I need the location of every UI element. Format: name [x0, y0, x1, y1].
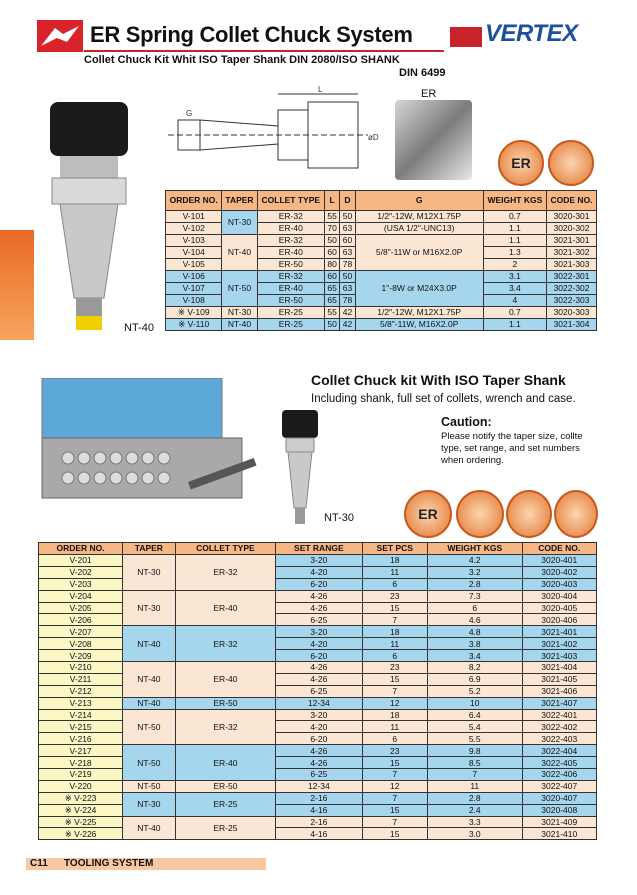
d-cell: 60: [340, 235, 355, 247]
range-cell: 6-25: [276, 769, 362, 781]
page-title: ER Spring Collet Chuck System: [90, 22, 413, 47]
d-cell: 50: [340, 271, 355, 283]
er-collet-badge-icon: [506, 490, 552, 538]
code-cell: 3021-406: [522, 685, 596, 697]
pcs-cell: 7: [362, 685, 427, 697]
weight-cell: 2.8: [427, 792, 522, 804]
header-weight: WEIGHT KGS: [483, 191, 546, 211]
code-cell: 3021-302: [547, 247, 597, 259]
range-cell: 4-16: [276, 828, 362, 840]
er-badge-icon: ER: [498, 140, 544, 186]
table-row: [166, 271, 597, 283]
d-cell: 78: [340, 259, 355, 271]
l-cell: 55: [324, 307, 339, 319]
code-cell: 3021-409: [522, 816, 596, 828]
order-cell: V-218: [39, 757, 123, 769]
taper-cell: NT-40: [222, 319, 257, 331]
header-taper: TAPER: [222, 191, 257, 211]
caution-title: Caution:: [441, 415, 492, 429]
page-subtitle: Collet Chuck Kit Whit ISO Taper Shank DIN 2080/ISO SHANK: [84, 54, 400, 66]
table-row: [39, 792, 597, 804]
taper-cell: NT-40: [123, 662, 176, 698]
taper-cell: NT-40: [123, 697, 176, 709]
code-cell: 3020-408: [522, 804, 596, 816]
d-cell: 63: [340, 247, 355, 259]
taper-cell: NT-40: [123, 816, 176, 840]
collet-cell: ER-25: [175, 816, 276, 840]
order-cell: ※ V-225: [39, 816, 123, 828]
taper-cell: NT-30: [123, 792, 176, 816]
weight-cell: 0.7: [483, 307, 546, 319]
collet-cell: ER-40: [257, 247, 324, 259]
caution-text: Please notify the taper size, collte type, set range, and set numbers when ordering.: [441, 431, 583, 466]
collet-cell: ER-32: [175, 626, 276, 662]
range-cell: 2-16: [276, 792, 362, 804]
nt30-tool-image: [280, 408, 320, 526]
pcs-cell: 11: [362, 638, 427, 650]
taper-cell: NT-50: [123, 709, 176, 745]
l-cell: 60: [324, 271, 339, 283]
pcs-cell: 6: [362, 578, 427, 590]
table-row: [39, 733, 597, 745]
table-row: [39, 662, 597, 674]
g-cell: (USA 1/2"-UNC13): [355, 223, 483, 235]
order-cell: V-105: [166, 259, 222, 271]
taper-cell: NT-50: [222, 271, 257, 307]
weight-cell: 2: [483, 259, 546, 271]
accuracy-badge-icon: [456, 490, 504, 538]
title-underline: [84, 50, 444, 52]
collet-cell: ER-50: [175, 697, 276, 709]
order-cell: V-219: [39, 769, 123, 781]
table-row: [39, 769, 597, 781]
header-weight: WEIGHT KGS: [427, 543, 522, 555]
table-row: [39, 709, 597, 721]
weight-cell: 2.8: [427, 578, 522, 590]
range-cell: 6-25: [276, 685, 362, 697]
order-cell: V-102: [166, 223, 222, 235]
weight-cell: 1.3: [483, 247, 546, 259]
range-cell: 4-16: [276, 804, 362, 816]
code-cell: 3022-404: [522, 745, 596, 757]
header-set-range: SET RANGE: [276, 543, 362, 555]
weight-cell: 5.4: [427, 721, 522, 733]
l-cell: 65: [324, 283, 339, 295]
table-header-row: [166, 191, 597, 211]
range-cell: 6-20: [276, 650, 362, 662]
code-cell: 3021-301: [547, 235, 597, 247]
range-cell: 12-34: [276, 780, 362, 792]
weight-cell: 5.2: [427, 685, 522, 697]
collet-cell: ER-32: [257, 271, 324, 283]
order-cell: V-217: [39, 745, 123, 757]
table-row: [39, 757, 597, 769]
l-cell: 50: [324, 319, 339, 331]
pcs-cell: 7: [362, 816, 427, 828]
collet-cell: ER-40: [175, 745, 276, 781]
header-collet-type: COLLET TYPE: [175, 543, 276, 555]
svg-text:L: L: [318, 85, 323, 94]
weight-cell: 0.7: [483, 211, 546, 223]
order-cell: V-202: [39, 566, 123, 578]
header-order-no: ORDER NO.: [166, 191, 222, 211]
table-row: [166, 307, 597, 319]
table-row: [39, 685, 597, 697]
collet-cell: ER-40: [257, 223, 324, 235]
table-row: [39, 816, 597, 828]
er-badge-icon: ER: [404, 490, 452, 538]
collet-kit-case-image: [38, 378, 258, 518]
nt-badge-icon: [554, 490, 598, 538]
code-cell: 3020-406: [522, 614, 596, 626]
range-cell: 4-20: [276, 638, 362, 650]
code-cell: 3022-406: [522, 769, 596, 781]
order-cell: V-212: [39, 685, 123, 697]
taper-cell: NT-30: [123, 590, 176, 626]
technical-drawing: [168, 82, 393, 182]
pcs-cell: 11: [362, 721, 427, 733]
order-cell: V-216: [39, 733, 123, 745]
table-row: [39, 614, 597, 626]
order-cell: V-214: [39, 709, 123, 721]
range-cell: 12-34: [276, 697, 362, 709]
range-cell: 6-20: [276, 733, 362, 745]
order-cell: V-204: [39, 590, 123, 602]
order-cell: V-207: [39, 626, 123, 638]
code-cell: 3020-407: [522, 792, 596, 804]
weight-cell: 4.8: [427, 626, 522, 638]
collet-cell: ER-25: [175, 792, 276, 816]
weight-cell: 7.3: [427, 590, 522, 602]
table-row: [39, 638, 597, 650]
range-cell: 4-26: [276, 673, 362, 685]
d-cell: 63: [340, 283, 355, 295]
svg-text:øD: øD: [368, 133, 379, 142]
page-number: C11: [30, 858, 48, 869]
order-cell: ※ V-223: [39, 792, 123, 804]
order-cell: V-220: [39, 780, 123, 792]
table-row: [39, 650, 597, 662]
range-cell: 2-16: [276, 816, 362, 828]
code-cell: 3022-402: [522, 721, 596, 733]
code-cell: 3021-407: [522, 697, 596, 709]
weight-cell: 6: [427, 602, 522, 614]
code-cell: 3022-302: [547, 283, 597, 295]
weight-cell: 8.2: [427, 662, 522, 674]
side-thumbnail-tab: [0, 230, 34, 340]
weight-cell: 10: [427, 697, 522, 709]
nt40-label: NT-40: [124, 322, 154, 334]
taper-cell: NT-50: [123, 745, 176, 781]
order-cell: ※ V-226: [39, 828, 123, 840]
l-cell: 55: [324, 211, 339, 223]
range-cell: 4-26: [276, 757, 362, 769]
collet-cell: ER-40: [257, 283, 324, 295]
table-row: [39, 590, 597, 602]
range-cell: 4-20: [276, 566, 362, 578]
nt-badge-icon: [548, 140, 594, 186]
code-cell: 3021-403: [522, 650, 596, 662]
kit-section-subtitle: Including shank, full set of collets, wrench and case.: [311, 393, 576, 405]
pcs-cell: 11: [362, 566, 427, 578]
header-g: G: [355, 191, 483, 211]
code-cell: 3020-301: [547, 211, 597, 223]
weight-cell: 4: [483, 295, 546, 307]
pcs-cell: 12: [362, 697, 427, 709]
order-cell: V-213: [39, 697, 123, 709]
collet-cell: ER-32: [175, 555, 276, 591]
order-cell: V-210: [39, 662, 123, 674]
collet-cell: ER-40: [175, 590, 276, 626]
header-set-pcs: SET PCS: [362, 543, 427, 555]
g-cell: 5/8"-11W, M16X2.0P: [355, 319, 483, 331]
weight-cell: 3.4: [427, 650, 522, 662]
pcs-cell: 15: [362, 673, 427, 685]
range-cell: 4-20: [276, 721, 362, 733]
code-cell: 3022-405: [522, 757, 596, 769]
l-cell: 65: [324, 295, 339, 307]
range-cell: 4-26: [276, 745, 362, 757]
code-cell: 3020-405: [522, 602, 596, 614]
header-d: D: [340, 191, 355, 211]
table-row: [39, 566, 597, 578]
weight-cell: 1.1: [483, 223, 546, 235]
taper-cell: NT-40: [222, 235, 257, 271]
code-cell: 3021-404: [522, 662, 596, 674]
range-cell: 3-20: [276, 555, 362, 567]
weight-cell: 1.1: [483, 319, 546, 331]
collet-cell: ER-25: [257, 307, 324, 319]
header-code-no: CODE NO.: [547, 191, 597, 211]
table-row: [39, 721, 597, 733]
table-row: [39, 804, 597, 816]
order-cell: V-211: [39, 673, 123, 685]
order-cell: V-208: [39, 638, 123, 650]
collet-cell: ER-32: [175, 709, 276, 745]
collet-chuck-table: [165, 190, 597, 331]
order-cell: V-104: [166, 247, 222, 259]
taper-cell: NT-30: [222, 211, 257, 235]
weight-cell: 1.1: [483, 235, 546, 247]
code-cell: 3021-401: [522, 626, 596, 638]
table-row: [39, 745, 597, 757]
weight-cell: 3.3: [427, 816, 522, 828]
code-cell: 3020-303: [547, 307, 597, 319]
pcs-cell: 18: [362, 626, 427, 638]
d-cell: 50: [340, 211, 355, 223]
weight-cell: 9.8: [427, 745, 522, 757]
code-cell: 3022-301: [547, 271, 597, 283]
header-code-no: CODE NO.: [522, 543, 596, 555]
collet-cell: ER-50: [175, 780, 276, 792]
table-row: [166, 319, 597, 331]
weight-cell: 11: [427, 780, 522, 792]
pcs-cell: 6: [362, 733, 427, 745]
table-row: [39, 673, 597, 685]
order-cell: V-206: [39, 614, 123, 626]
code-cell: 3020-402: [522, 566, 596, 578]
taper-cell: NT-50: [123, 780, 176, 792]
pcs-cell: 18: [362, 555, 427, 567]
range-cell: 4-26: [276, 662, 362, 674]
taper-cell: NT-30: [123, 555, 176, 591]
order-cell: ※ V-224: [39, 804, 123, 816]
table-row: [166, 235, 597, 247]
range-cell: 3-20: [276, 709, 362, 721]
d-cell: 63: [340, 223, 355, 235]
company-logo: [37, 20, 83, 52]
order-cell: V-101: [166, 211, 222, 223]
code-cell: 3020-403: [522, 578, 596, 590]
l-cell: 80: [324, 259, 339, 271]
d-cell: 42: [340, 319, 355, 331]
weight-cell: 3.1: [483, 271, 546, 283]
weight-cell: 6.4: [427, 709, 522, 721]
collet-cell: ER-50: [257, 295, 324, 307]
code-cell: 3021-410: [522, 828, 596, 840]
collet-kit-table: [38, 542, 597, 840]
svg-text:G: G: [186, 109, 193, 118]
weight-cell: 6.9: [427, 673, 522, 685]
collet-cell: ER-32: [257, 211, 324, 223]
pcs-cell: 7: [362, 769, 427, 781]
taper-cell: NT-40: [123, 626, 176, 662]
code-cell: 3022-401: [522, 709, 596, 721]
table-row: [39, 555, 597, 567]
order-cell: V-203: [39, 578, 123, 590]
brand-flag-icon: [450, 27, 482, 47]
table-row: [39, 780, 597, 792]
l-cell: 50: [324, 235, 339, 247]
kit-section-title: Collet Chuck kit With ISO Taper Shank: [311, 372, 566, 388]
g-cell: 1"-8W or M24X3.0P: [355, 271, 483, 307]
er-collet-caption: ER: [421, 88, 437, 100]
nt30-label: NT-30: [324, 512, 354, 524]
pcs-cell: 23: [362, 662, 427, 674]
weight-cell: 3.4: [483, 283, 546, 295]
order-cell: V-106: [166, 271, 222, 283]
code-cell: 3020-404: [522, 590, 596, 602]
weight-cell: 3.0: [427, 828, 522, 840]
nt40-tool-image: [46, 98, 132, 338]
range-cell: 3-20: [276, 626, 362, 638]
collet-cell: ER-32: [257, 235, 324, 247]
g-cell: 1/2"-12W, M12X1.75P: [355, 211, 483, 223]
g-cell: 5/8"-11W or M16X2.0P: [355, 235, 483, 271]
l-cell: 60: [324, 247, 339, 259]
order-cell: V-205: [39, 602, 123, 614]
weight-cell: 5.5: [427, 733, 522, 745]
table-row: [39, 578, 597, 590]
weight-cell: 4.6: [427, 614, 522, 626]
order-cell: V-103: [166, 235, 222, 247]
er-collet-image: [395, 100, 472, 180]
code-cell: 3022-407: [522, 780, 596, 792]
order-cell: ※ V-109: [166, 307, 222, 319]
pcs-cell: 15: [362, 757, 427, 769]
collet-cell: ER-25: [257, 319, 324, 331]
table-row: [166, 211, 597, 223]
code-cell: 3022-303: [547, 295, 597, 307]
table-header-row: [39, 543, 597, 555]
din-standard: DIN 6499: [399, 67, 446, 79]
code-cell: 3021-304: [547, 319, 597, 331]
header-collet-type: COLLET TYPE: [257, 191, 324, 211]
weight-cell: 3.2: [427, 566, 522, 578]
collet-cell: ER-50: [257, 259, 324, 271]
g-cell: 1/2"-12W, M12X1.75P: [355, 307, 483, 319]
weight-cell: 3.8: [427, 638, 522, 650]
order-cell: V-108: [166, 295, 222, 307]
code-cell: 3021-405: [522, 673, 596, 685]
table-row: [39, 626, 597, 638]
l-cell: 70: [324, 223, 339, 235]
pcs-cell: 6: [362, 650, 427, 662]
code-cell: 3022-403: [522, 733, 596, 745]
pcs-cell: 15: [362, 602, 427, 614]
pcs-cell: 15: [362, 804, 427, 816]
code-cell: 3020-401: [522, 555, 596, 567]
weight-cell: 2.4: [427, 804, 522, 816]
pcs-cell: 23: [362, 745, 427, 757]
range-cell: 4-26: [276, 602, 362, 614]
footer-section-label: TOOLING SYSTEM: [64, 858, 154, 869]
table-row: [39, 602, 597, 614]
pcs-cell: 18: [362, 709, 427, 721]
code-cell: 3021-402: [522, 638, 596, 650]
d-cell: 78: [340, 295, 355, 307]
weight-cell: 7: [427, 769, 522, 781]
pcs-cell: 7: [362, 792, 427, 804]
code-cell: 3021-303: [547, 259, 597, 271]
d-cell: 42: [340, 307, 355, 319]
weight-cell: 8.5: [427, 757, 522, 769]
order-cell: ※ V-110: [166, 319, 222, 331]
pcs-cell: 15: [362, 828, 427, 840]
table-row: [39, 828, 597, 840]
range-cell: 6-20: [276, 578, 362, 590]
header-l: L: [324, 191, 339, 211]
range-cell: 6-25: [276, 614, 362, 626]
header-order-no: ORDER NO.: [39, 543, 123, 555]
brand-logo: VERTEX: [485, 20, 578, 47]
header-taper: TAPER: [123, 543, 176, 555]
order-cell: V-201: [39, 555, 123, 567]
pcs-cell: 12: [362, 780, 427, 792]
pcs-cell: 23: [362, 590, 427, 602]
code-cell: 3020-302: [547, 223, 597, 235]
table-row: [39, 697, 597, 709]
range-cell: 4-26: [276, 590, 362, 602]
pcs-cell: 7: [362, 614, 427, 626]
order-cell: V-215: [39, 721, 123, 733]
taper-cell: NT-30: [222, 307, 257, 319]
collet-cell: ER-40: [175, 662, 276, 698]
order-cell: V-107: [166, 283, 222, 295]
order-cell: V-209: [39, 650, 123, 662]
weight-cell: 4.2: [427, 555, 522, 567]
